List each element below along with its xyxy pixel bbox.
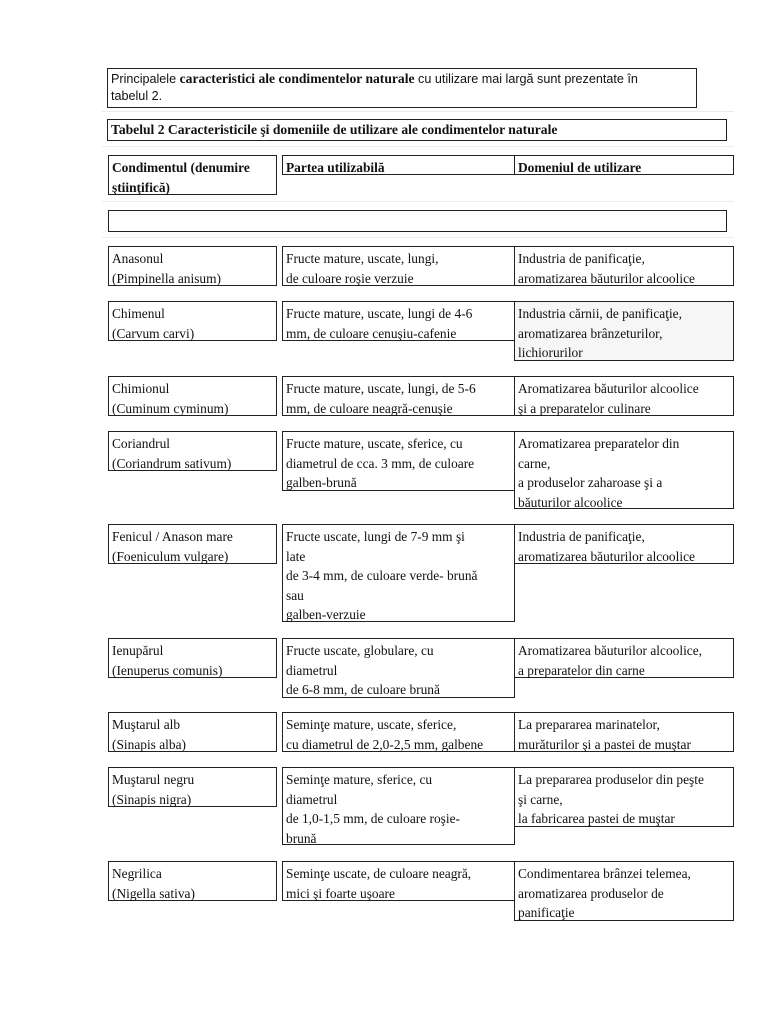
row-coriandrul-name (108, 431, 277, 471)
row-mustarul-alb-name (108, 712, 277, 752)
cell-line: Industria de panificaţie, (518, 529, 645, 544)
cell-line: de 1,0-1,5 mm, de culoare roşie- (286, 811, 461, 826)
row-coriandrul-part (282, 431, 515, 491)
cell-line: La prepararea marinatelor, (518, 717, 660, 732)
cell-line: aromatizarea produselor de (518, 885, 664, 901)
row-mustarul-alb-domain (514, 712, 734, 752)
cell-line: Aromatizarea băuturilor alcoolice (518, 381, 699, 396)
row-ienuparul-domain (514, 638, 734, 678)
row-anasonul-name (108, 246, 277, 286)
cell-line: şi a preparatelor culinare (518, 400, 651, 416)
cell-line: (Pimpinella anisum) (112, 270, 221, 286)
cell-line: aromatizarea brânzeturilor, (518, 325, 663, 341)
row-mustarul-negru-name (108, 767, 277, 807)
row-coriandrul-domain (514, 431, 734, 509)
cell-line: carne, (518, 455, 551, 471)
header-col-condiment-line: ştiinţifică) (112, 179, 171, 195)
cell-line: lichiorurilor (518, 345, 583, 360)
row-anasonul-domain (514, 246, 734, 286)
cell-line: murăturilor şi a pastei de muştar (518, 736, 691, 752)
cell-line: aromatizarea băuturilor alcoolice (518, 270, 695, 286)
row-chimenul-name (108, 301, 277, 341)
cell-line: mm, de culoare neagră-cenuşie (286, 400, 453, 416)
cell-line: şi carne, (518, 791, 563, 807)
row-mustarul-negru-part (282, 767, 515, 845)
header-col-condiment (108, 155, 277, 195)
cell-line: (Foeniculum vulgare) (112, 548, 229, 564)
cell-line: Aromatizarea băuturilor alcoolice, (518, 643, 703, 658)
cell-line: Fenicul / Anason mare (112, 529, 233, 544)
cell-line: diametrul (286, 662, 338, 678)
cell-line: Muştarul negru (112, 772, 195, 787)
row-mustarul-negru-domain (514, 767, 734, 827)
cell-line: (Sinapis nigra) (112, 791, 192, 807)
empty-table-row (108, 210, 727, 232)
cell-line: Condimentarea brânzei telemea, (518, 866, 691, 881)
cell-line: Seminţe mature, sferice, cu (286, 772, 433, 787)
cell-line: galben-verzuie (286, 607, 366, 622)
row-mustarul-alb-part (282, 712, 515, 752)
cell-line: Fructe mature, uscate, sferice, cu (286, 436, 463, 451)
cell-line: (Nigella sativa) (112, 885, 195, 901)
intro-text-bold: caracteristici ale condimentelor naturale (179, 71, 415, 86)
cell-line: Fructe mature, uscate, lungi, (286, 251, 439, 266)
table-title (107, 119, 727, 141)
cell-line: băuturilor alcoolice (518, 494, 623, 510)
cell-line: (Carvum carvi) (112, 325, 195, 341)
header-col-domain (514, 155, 734, 175)
row-chimionul-name (108, 376, 277, 416)
cell-line: Fructe uscate, lungi de 7-9 mm şi (286, 529, 465, 544)
cell-line: aromatizarea băuturilor alcoolice (518, 548, 695, 564)
cell-line: cu diametrul de 2,0-2,5 mm, galbene (286, 736, 484, 752)
header-col-domain-line: Domeniul de utilizare (518, 160, 642, 175)
cell-line: La prepararea produselor din peşte (518, 772, 704, 787)
intro-text-middle: cu utilizare mai largă sunt prezentate în (414, 72, 638, 86)
cell-line: Anasonul (112, 251, 164, 266)
cell-line: late (286, 548, 306, 564)
row-anasonul-part (282, 246, 515, 286)
cell-line: Industria cărnii, de panificaţie, (518, 306, 682, 321)
cell-line: a produselor zaharoase şi a (518, 475, 663, 490)
cell-line: la fabricarea pastei de muştar (518, 811, 675, 826)
intro-text-end: tabelul 2. (111, 89, 163, 103)
header-col-part (282, 155, 515, 175)
intro-paragraph (107, 68, 697, 108)
cell-line: Ienupărul (112, 643, 164, 658)
cell-line: Fructe uscate, globulare, cu (286, 643, 434, 658)
cell-line: de 3-4 mm, de culoare verde- brună (286, 568, 478, 583)
header-col-part-line: Partea utilizabilă (286, 160, 385, 175)
row-chimenul-domain (514, 301, 734, 361)
cell-line: de 6-8 mm, de culoare brună (286, 682, 440, 697)
cell-line: de culoare roşie verzuie (286, 270, 414, 286)
cell-line: mm, de culoare cenuşiu-cafenie (286, 325, 457, 341)
cell-line: Negrilica (112, 866, 162, 881)
row-negrilica-domain (514, 861, 734, 921)
cell-line: a preparatelor din carne (518, 662, 645, 678)
cell-line: (Sinapis alba) (112, 736, 187, 752)
cell-line: Aromatizarea preparatelor din (518, 436, 680, 451)
cell-line: brună (286, 830, 317, 846)
cell-line: diametrul de cca. 3 mm, de culoare (286, 455, 475, 471)
cell-line: Seminţe mature, uscate, sferice, (286, 717, 457, 732)
row-fenicul-name (108, 524, 277, 564)
cell-line: (Coriandrum sativum) (112, 455, 232, 471)
row-fenicul-part (282, 524, 515, 622)
cell-line: mici şi foarte uşoare (286, 885, 395, 901)
row-chimionul-part (282, 376, 515, 416)
cell-line: (Cuminum cyminum) (112, 400, 229, 416)
cell-line: Coriandrul (112, 436, 171, 451)
cell-line: Chimionul (112, 381, 170, 396)
row-chimenul-part (282, 301, 515, 341)
table-title-text: Tabelul 2 Caracteristicile şi domeniile de utilizare ale condimentelor naturale (111, 122, 558, 137)
row-fenicul-domain (514, 524, 734, 564)
cell-line: galben-brună (286, 475, 357, 490)
cell-line: Seminţe uscate, de culoare neagră, (286, 866, 472, 881)
cell-line: Fructe mature, uscate, lungi, de 5-6 (286, 381, 476, 396)
header-col-condiment-line: Condimentul (denumire (112, 160, 250, 175)
cell-line: Industria de panificaţie, (518, 251, 645, 266)
cell-line: (Ienuperus comunis) (112, 662, 223, 678)
row-negrilica-part (282, 861, 515, 901)
row-ienuparul-part (282, 638, 515, 698)
cell-line: Muştarul alb (112, 717, 181, 732)
cell-line: Chimenul (112, 306, 165, 321)
cell-line: sau (286, 587, 304, 603)
row-negrilica-name (108, 861, 277, 901)
cell-line: diametrul (286, 791, 338, 807)
row-ienuparul-name (108, 638, 277, 678)
row-chimionul-domain (514, 376, 734, 416)
intro-text-start: Principalele (111, 72, 180, 86)
cell-line: Fructe mature, uscate, lungi de 4-6 (286, 306, 473, 321)
cell-line: panificaţie (518, 905, 575, 920)
